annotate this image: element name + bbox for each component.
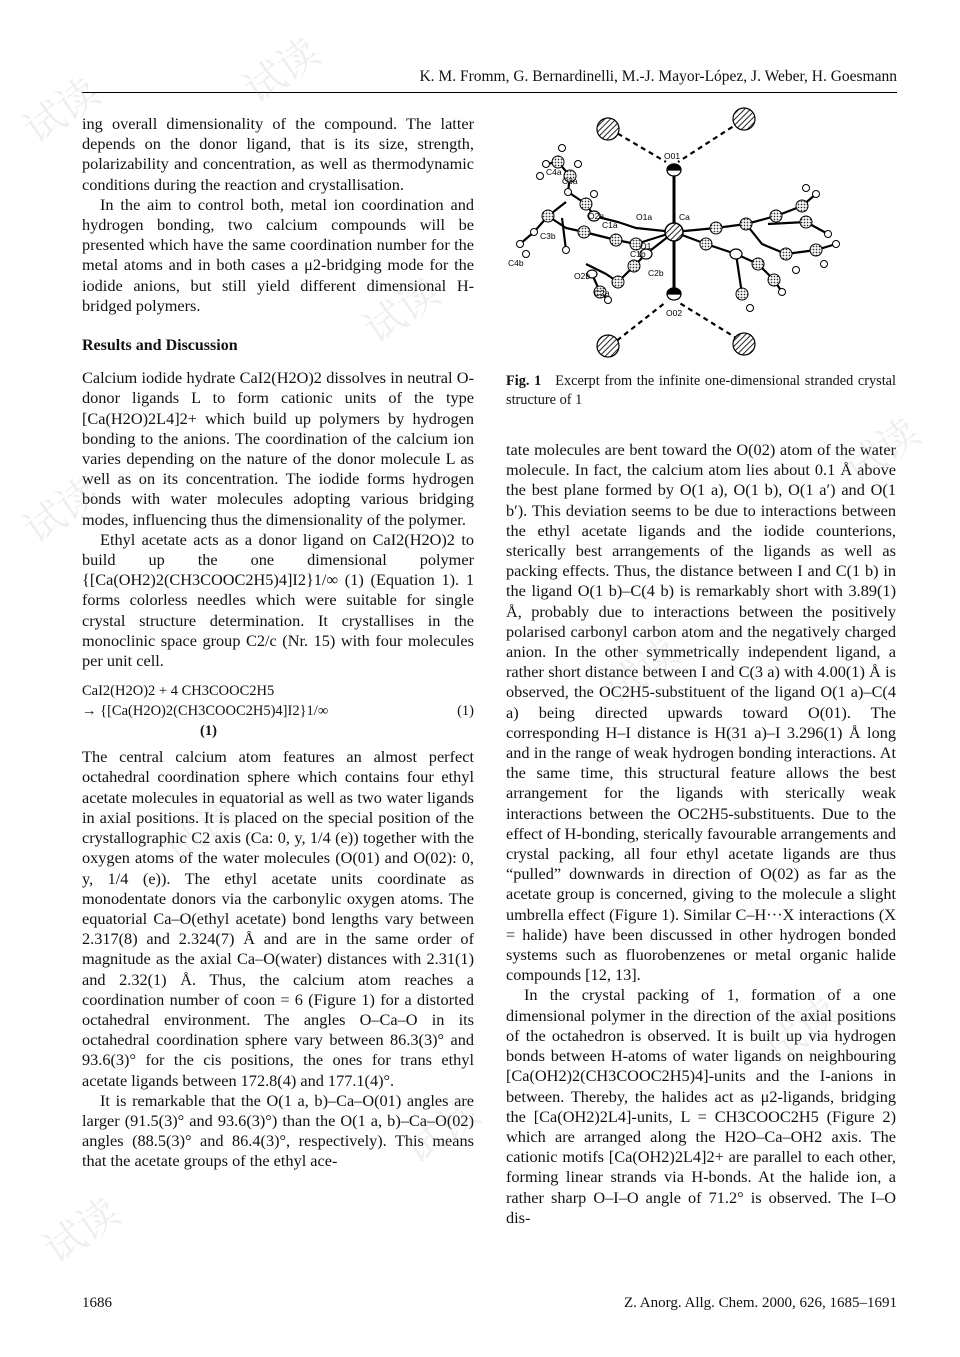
atom-label: C1b (630, 249, 646, 259)
paragraph: tate molecules are bent toward the O(02) atom of the water molecule. In fact, the calcium atom lies about 0.1 Å above the best plane formed by O(1 a), O(1 b), O(1 a′) and O(1 b′). This deviation seems to be due to interactions between the ethyl acetate ligands and the iodide counterions, sterically best arrangements of the ligands as well as packing effects. Thus, the distance between I and C(1 b) in the ligand O(1 b)–C(4 b) is remarkably short with 3.89(1) Å, probably due to interactions between the positively polarised carbonyl carbon atom and the negatively charged anion. In the other symmetrically independent ligand, a rather short distance between I and C(3 a) with 4.00(1) Å is observed, the OC2H5-substituent of the ligand O(1 a)–C(4 a) being directed upwards toward O(01). The corresponding H–I distance is H(31 a)–I 3.296(1) Å long and in the range of weak hydrogen bonding interactions. At the same time, this structural feature allows the best arrangement for the ligands with sterically weak interactions between the OC2H5-substituents. Due to the effect of H-bonding, sterically favourable arrangements and crystal packing, all four ethyl acetate ligands are thus “pulled” downwards in direction of O(02) as far as the acetate group is concerned, giving to the molecule a slight umbrella effect (Figure 1). Similar C–H···X interactions (X = halide) have been discussed in other hydrogen bonded systems such as fluorobenzenes or metal organic halide compounds [12, 13]. (506, 440, 896, 985)
atom-label: O02 (666, 308, 683, 318)
crystal-structure-figure (506, 104, 896, 366)
right-column (506, 440, 896, 1228)
paragraph: ing overall dimensionality of the compound. The latter depends on the donor ligand, that is its size, strength, polarizability and concentration, as well as thermodynamic conditions during the reaction and crystallisation. (82, 114, 474, 194)
paragraph: In the crystal packing of 1, formation of a one dimensional polymer in the direction of the axial positions of the octahedron is observed. It is built up via hydrogen bonds between H-atoms of water ligands on neighbouring [Ca(OH2)2(CH3COOC2H5)4]-units and the I-anions in between. Thereby, the halides act as μ2-ligands, bridging the [Ca(OH2)2L4]-units, L = CH3COOC2H5 (Figure 2) which are arranged along the H2O–Ca–OH2 axis. The cationic motifs [Ca(OH2)2L4]2+ are parallel to each other, forming linear strands via H-bonds. At the halide ion, a rather sharp O–I–O angle of 71.2° is observed. The I–O dis- (506, 985, 896, 1227)
equation-line: CaI2(H2O)2 + 4 CH3COOC2H5 (82, 683, 275, 700)
watermark: 试读 (356, 269, 448, 354)
figure-caption (506, 372, 896, 409)
calcium-atom (665, 223, 683, 241)
caption-text: Excerpt from the infinite one-dimensional stranded crystal structure of 1 (506, 373, 896, 408)
atom-label: C4a (546, 167, 562, 177)
equation-line: → {[Ca(H2O)2(CH3COOC2H5)4]I2}1/∞ (82, 703, 329, 720)
paragraph: Calcium iodide hydrate CaI2(H2O)2 dissolves in neutral O-donor ligands L to form cationic units of the type [Ca(H2O)2L4]2+ which build up polymers by hydrogen bonding to the anions. The coordination of the calcium ion varies depending on the nature of the donor molecule L as well as on its concentration. The iodide forms hydrogen bonds with water molecules adopting various bridging modes, influencing thus the dimensionality of the polymer. (82, 368, 474, 529)
atom-label: O2a (588, 211, 605, 221)
paragraph: The central calcium atom features an almost perfect octahedral coordination sphere which contains four ethyl acetate molecules in equatorial as well as two water ligands in axial positions. It is placed on the special position of the crystallographic C2 axis (Ca: 0, y, 1/4 (e)) together with the oxygen atoms of the water molecules (O(01) and O(02): 0, y, 1/4 (e)). The ethyl acetate units coordinate as monodentate donors via the carbonylic oxygen atoms. The equatorial Ca–O(ethyl acetate) bond lengths vary between 2.317(8) and 2.324(7) Å and are in the same order of magnitude as the axial Ca–O(water) distances with 2.31(1) and 2.32(1) Å. Thus, the calcium atom reaches a coordination number of coon = 6 (Figure 1) for a distorted octahedral environment. The angles O–Ca–O in its octahedral coordination sphere vary between 86.3(3)° and 93.6(3)° for the cis positions, the ones for trans ethyl acetate ligands between 172.8(4) and 177.1(4)°. (82, 747, 474, 1090)
atom-label: C3a (562, 176, 578, 186)
running-head: K. M. Fromm, G. Bernardinelli, M.-J. Mayor-López, J. Weber, H. Goesmann (419, 68, 897, 85)
header-rule (82, 92, 897, 93)
watermark: 试读 (156, 789, 248, 874)
atom-label: C4b (508, 258, 524, 268)
watermark: 试读 (756, 989, 848, 1074)
atom-label: O2b (574, 271, 591, 281)
atom-label: O01 (664, 151, 681, 161)
equation (82, 681, 474, 741)
atom-label: C2b (648, 268, 664, 278)
watermark: 试读 (396, 1089, 488, 1174)
watermark: 试读 (36, 1189, 128, 1274)
left-column (82, 114, 474, 1172)
caption-label: Fig. 1 (506, 373, 542, 389)
atom-label: C2a (594, 288, 610, 298)
watermark: 试读 (16, 469, 108, 554)
watermark: 试读 (596, 629, 688, 714)
equation-number: (1) (457, 703, 474, 720)
watermark: 试读 (16, 69, 108, 154)
watermark: 试读 (836, 409, 928, 494)
atom-label: Ca (679, 212, 690, 222)
atom-label: O1a (636, 212, 653, 222)
equation-compound-label: (1) (200, 723, 217, 740)
section-heading: Results and Discussion (82, 337, 238, 355)
paragraph: It is remarkable that the O(1 a, b)–Ca–O(01) angles are larger (91.5(3)° and 93.6(3)°) than the O(1 a, b)–Ca–O(02) angles (88.5(3)° and 86.4(3)°, respectively). This means that the acetate groups of the ethyl ace- (82, 1090, 474, 1171)
atom-label: C1a (602, 220, 618, 230)
paragraph: In the aim to control both, metal ion coordination and hydrogen bonding, two calcium compounds will be presented which have the same coordination number for the metal atoms and in both cases a μ2-bridging mode for the iodide anions, but still yield different dimensional H-bridged polymers. (82, 194, 474, 315)
journal-citation: Z. Anorg. Allg. Chem. 2000, 626, 1685–1691 (623, 1295, 897, 1311)
paragraph: Ethyl acetate acts as a donor ligand on CaI2(H2O)2 to build up the one dimensional polymer {[Ca(OH2)2(CH3COOC2H5)4]I2}1/∞ (1) (Equation 1). 1 forms colorless needles which were suitable for single crystal structure determination. It crystallises in the monoclinic space group C2/c (Nr. 15) with four molecules per unit cell. (82, 529, 474, 671)
atom-label: O1 (640, 241, 652, 251)
watermark: 试读 (236, 29, 328, 114)
atom-label: C3b (540, 231, 556, 241)
page-number: 1686 (82, 1295, 112, 1311)
crystal-structure-drawing (506, 104, 896, 366)
